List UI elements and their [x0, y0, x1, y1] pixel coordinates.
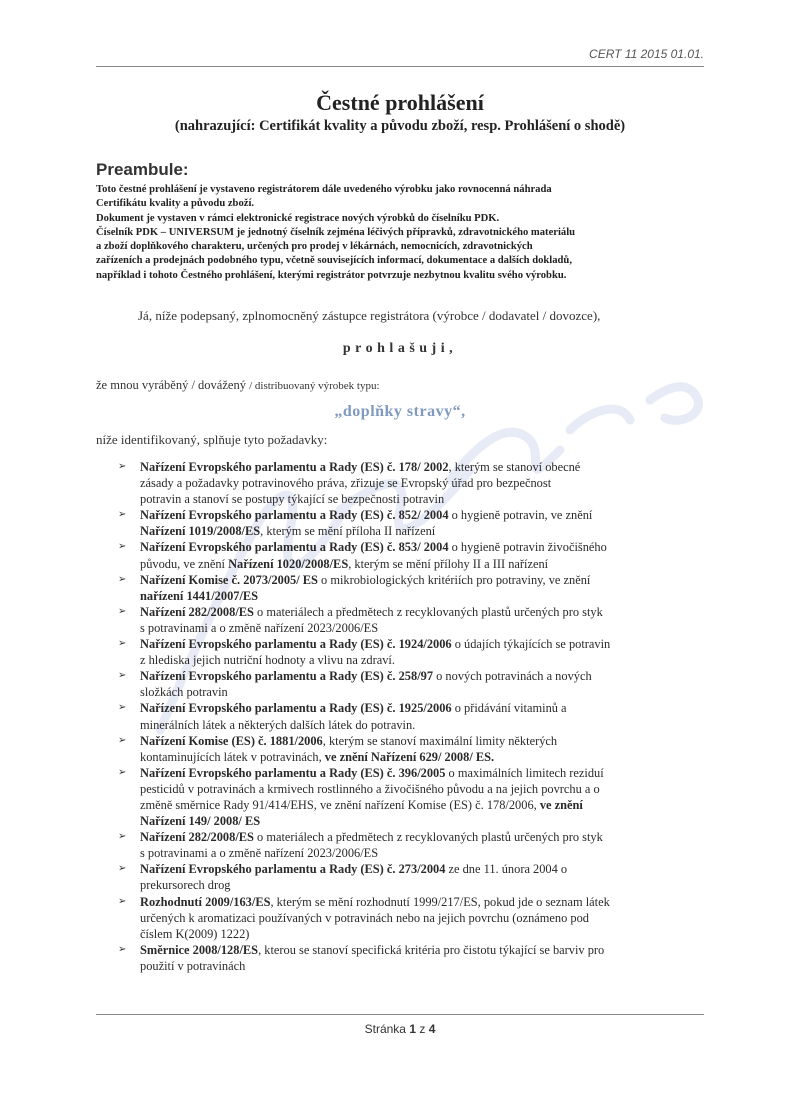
regulation-reference: Nařízení 282/2008/ES	[140, 830, 254, 845]
regulation-text: s potravinami a o změně nařízení 2023/2006/ES	[140, 620, 379, 635]
preamble-line: a zboží doplňkového charakteru, určených pro prodej v lékárnách, nemocnicích, zdravotnických	[96, 241, 533, 253]
regulation-reference: Nařízení Evropského parlamentu a Rady (ES) č. 396/2005	[140, 765, 446, 780]
regulation-text: o materiálech a předmětech z recyklovaných plastů určených pro styk	[253, 604, 603, 619]
declaration-product-line	[96, 378, 380, 393]
page-sep: z	[419, 1022, 426, 1036]
declaration-product-line-a: že mnou vyráběný / dovážený	[96, 378, 250, 392]
regulation-line	[140, 765, 708, 781]
regulation-line	[140, 636, 708, 652]
document-title: Čestné prohlášení	[316, 90, 484, 115]
declaration-product-line-b: / distribuovaný výrobek typu:	[249, 380, 380, 392]
document-code: CERT 11 2015 01.01.	[589, 47, 704, 61]
regulation-reference: Rozhodnutí 2009/163/ES	[140, 894, 271, 909]
regulation-text: o nových potravinách a nových	[433, 669, 592, 684]
regulation-line	[140, 894, 708, 910]
preamble-line: Dokument je vystaven v rámci elektronické registrace nových výrobků do číselníku PDK.	[96, 212, 500, 224]
regulation-text: minerálních látek a některých dalších látek do potravin.	[140, 717, 416, 732]
regulation-line	[140, 523, 708, 539]
arrow-bullet-icon: ➢	[118, 863, 127, 875]
regulation-text: použití v potravinách	[140, 958, 246, 973]
regulation-text: zásady a požadavky potravinového práva, zřizuje se Evropský úřad pro bezpečnost	[140, 476, 552, 491]
regulation-text: potravin a stanoví se postupy týkající se bezpečnosti potravin	[140, 492, 445, 507]
regulation-text: , kterou se stanoví specifická kritéria pro čistotu týkající se barviv pro	[258, 942, 605, 957]
regulation-text: o hygieně potravin, ve znění	[448, 508, 593, 523]
regulation-reference: Nařízení 1020/2008/ES	[228, 556, 349, 571]
regulation-text: původu, ve znění	[140, 556, 229, 571]
arrow-bullet-icon: ➢	[118, 541, 127, 553]
regulation-item	[118, 572, 708, 604]
footer-divider	[96, 1014, 704, 1015]
regulation-item	[118, 459, 708, 507]
regulation-line	[140, 475, 708, 491]
arrow-bullet-icon: ➢	[118, 670, 127, 682]
page-total: 4	[428, 1022, 436, 1036]
preamble-line: zařízeních a prodejnách podobného typu, včetně souvisejících informací, dokumentace a dalších dokladů,	[96, 255, 572, 267]
regulation-text: číslem K(2009) 1222)	[140, 926, 250, 941]
arrow-bullet-icon: ➢	[118, 734, 127, 746]
regulation-reference: Směrnice 2008/128/ES	[140, 942, 259, 957]
regulation-text: ze dne 11. února 2004 o	[445, 862, 568, 877]
regulation-line	[140, 733, 708, 749]
regulation-text: určených k aromatizaci používaných v potravinách nebo na jejich povrchu (oznámeno pod	[140, 910, 589, 925]
regulation-line	[140, 507, 708, 523]
regulation-line	[140, 797, 708, 813]
regulation-text: o maximálních limitech reziduí	[445, 765, 604, 780]
regulation-item	[118, 668, 708, 700]
regulation-line	[140, 620, 708, 636]
preamble-line: Toto čestné prohlášení je vystaveno registrátorem dále uvedeného výrobku jako rovnocenná náhrada	[96, 184, 552, 195]
arrow-bullet-icon: ➢	[118, 702, 127, 714]
regulation-line	[140, 459, 708, 475]
regulation-line	[140, 749, 708, 765]
preamble-line: například i tohoto Čestného prohlášení, kterými registrátor potvrzuje nezbytnou kvalitu svého výrobku.	[96, 269, 567, 281]
regulation-text: o materiálech a předmětech z recyklovaných plastů určených pro styk	[253, 830, 603, 845]
page-current: 1	[409, 1022, 416, 1036]
regulation-reference: Nařízení 282/2008/ES	[140, 604, 254, 619]
regulation-reference: Nařízení Evropského parlamentu a Rady (ES) č. 852/ 2004	[140, 508, 449, 523]
regulation-item	[118, 700, 708, 732]
regulation-text: , kterým se mění rozhodnutí 1999/217/ES, pokud jde o seznam látek	[270, 894, 610, 909]
regulation-text: s potravinami a o změně nařízení 2023/2006/ES	[140, 846, 379, 861]
regulation-line	[140, 845, 708, 861]
regulation-reference: Nařízení Evropského parlamentu a Rady (ES) č. 1925/2006	[140, 701, 452, 716]
regulation-text: pesticidů v potravinách a krmivech rostlinného a živočišného původu a na jejich povrchu a o	[140, 781, 600, 796]
declaration-verb: prohlašuji,	[342, 341, 458, 356]
regulation-line	[140, 668, 708, 684]
regulation-item	[118, 765, 708, 829]
regulation-reference: ve znění	[539, 797, 583, 812]
regulation-line	[140, 958, 708, 974]
arrow-bullet-icon: ➢	[118, 895, 127, 907]
regulation-reference: Nařízení 1019/2008/ES	[140, 524, 261, 539]
regulation-item	[118, 942, 708, 974]
regulation-line	[140, 877, 708, 893]
regulation-reference: Nařízení Evropského parlamentu a Rady (ES) č. 273/2004	[140, 862, 446, 877]
regulation-text: o přidávání vitaminů a	[451, 701, 567, 716]
regulation-text: o mikrobiologických kritériích pro potraviny, ve znění	[317, 572, 591, 587]
preamble-line: Certifikátu kvality a původu zboží.	[96, 198, 255, 210]
product-type: „doplňky stravy“,	[334, 403, 466, 420]
regulation-text: o údajích týkajících se potravin	[451, 637, 611, 652]
regulation-line	[140, 491, 708, 507]
arrow-bullet-icon: ➢	[118, 831, 127, 843]
regulation-item	[118, 733, 708, 765]
regulation-line	[140, 717, 708, 733]
regulation-text: , kterým se mění příloha II nařízení	[260, 524, 436, 539]
regulation-item	[118, 894, 708, 942]
regulation-line	[140, 588, 708, 604]
regulation-text: prekursorech drog	[140, 878, 231, 893]
arrow-bullet-icon: ➢	[118, 638, 127, 650]
arrow-bullet-icon: ➢	[118, 766, 127, 778]
regulation-line	[140, 572, 708, 588]
regulation-line	[140, 829, 708, 845]
regulation-reference: Nařízení Komise (ES) č. 1881/2006	[140, 733, 323, 748]
arrow-bullet-icon: ➢	[118, 605, 127, 617]
declaration-intro: Já, níže podepsaný, zplnomocněný zástupce registrátora (výrobce / dodavatel / dovozce),	[138, 308, 601, 323]
regulation-reference: Nařízení Evropského parlamentu a Rady (ES) č. 853/ 2004	[140, 540, 449, 555]
arrow-bullet-icon: ➢	[118, 461, 127, 472]
regulation-line	[140, 652, 708, 668]
regulation-line	[140, 684, 708, 700]
regulation-line	[140, 781, 708, 797]
regulation-line	[140, 861, 708, 877]
arrow-bullet-icon: ➢	[118, 509, 127, 521]
regulation-reference: ve znění Nařízení 629/ 2008/ ES.	[324, 749, 495, 764]
regulation-line	[140, 539, 708, 555]
regulation-item	[118, 507, 708, 539]
regulation-line	[140, 604, 708, 620]
preamble-line: Číselník PDK – UNIVERSUM je jednotný číselník zejména léčivých přípravků, zdravotnického materiálu	[96, 226, 576, 238]
regulation-text: , kterým se stanoví obecné	[448, 460, 581, 474]
regulations-list	[118, 459, 708, 974]
header-divider	[96, 66, 704, 67]
regulation-text: , kterým se mění přílohy II a III nařízení	[348, 556, 549, 571]
regulation-text: z hlediska jejich nutriční hodnoty a vlivu na zdraví.	[140, 653, 395, 668]
regulation-reference: Nařízení Komise č. 2073/2005/ ES	[140, 572, 318, 587]
regulation-item	[118, 636, 708, 668]
regulation-item	[118, 604, 708, 636]
regulation-line	[140, 910, 708, 926]
preamble-heading: Preambule:	[96, 160, 189, 179]
page-number	[96, 1022, 704, 1036]
regulation-reference: Nařízení 149/ 2008/ ES	[140, 814, 261, 829]
regulation-reference: Nařízení Evropského parlamentu a Rady (ES) č. 178/ 2002	[140, 460, 449, 474]
preamble-text	[96, 183, 716, 283]
regulation-line	[140, 813, 708, 829]
regulation-text: složkách potravin	[140, 685, 228, 700]
regulation-text: kontaminujících látek v potravinách,	[140, 749, 325, 764]
regulation-reference: Nařízení Evropského parlamentu a Rady (ES) č. 1924/2006	[140, 637, 452, 652]
declaration-requirements-intro: níže identifikovaný, splňuje tyto požadavky:	[96, 432, 328, 447]
arrow-bullet-icon: ➢	[118, 573, 127, 585]
arrow-bullet-icon: ➢	[118, 943, 127, 955]
page-word: Stránka	[364, 1022, 406, 1036]
regulation-text: , kterým se stanoví maximální limity některých	[322, 733, 558, 748]
regulation-line	[140, 942, 708, 958]
regulation-line	[140, 926, 708, 942]
document-subtitle: (nahrazující: Certifikát kvality a původu zboží, resp. Prohlášení o shodě)	[174, 118, 626, 134]
regulation-reference: nařízení 1441/2007/ES	[140, 588, 259, 603]
regulation-item	[118, 861, 708, 893]
regulation-reference: Nařízení Evropského parlamentu a Rady (ES) č. 258/97	[140, 669, 434, 684]
regulation-line	[140, 700, 708, 716]
regulation-line	[140, 556, 708, 572]
regulation-item	[118, 539, 708, 571]
regulation-text: o hygieně potravin živočišného	[448, 540, 607, 555]
regulation-item	[118, 829, 708, 861]
regulation-text: změně směrnice Rady 91/414/EHS, ve znění nařízení Komise (ES) č. 178/2006,	[140, 797, 540, 812]
